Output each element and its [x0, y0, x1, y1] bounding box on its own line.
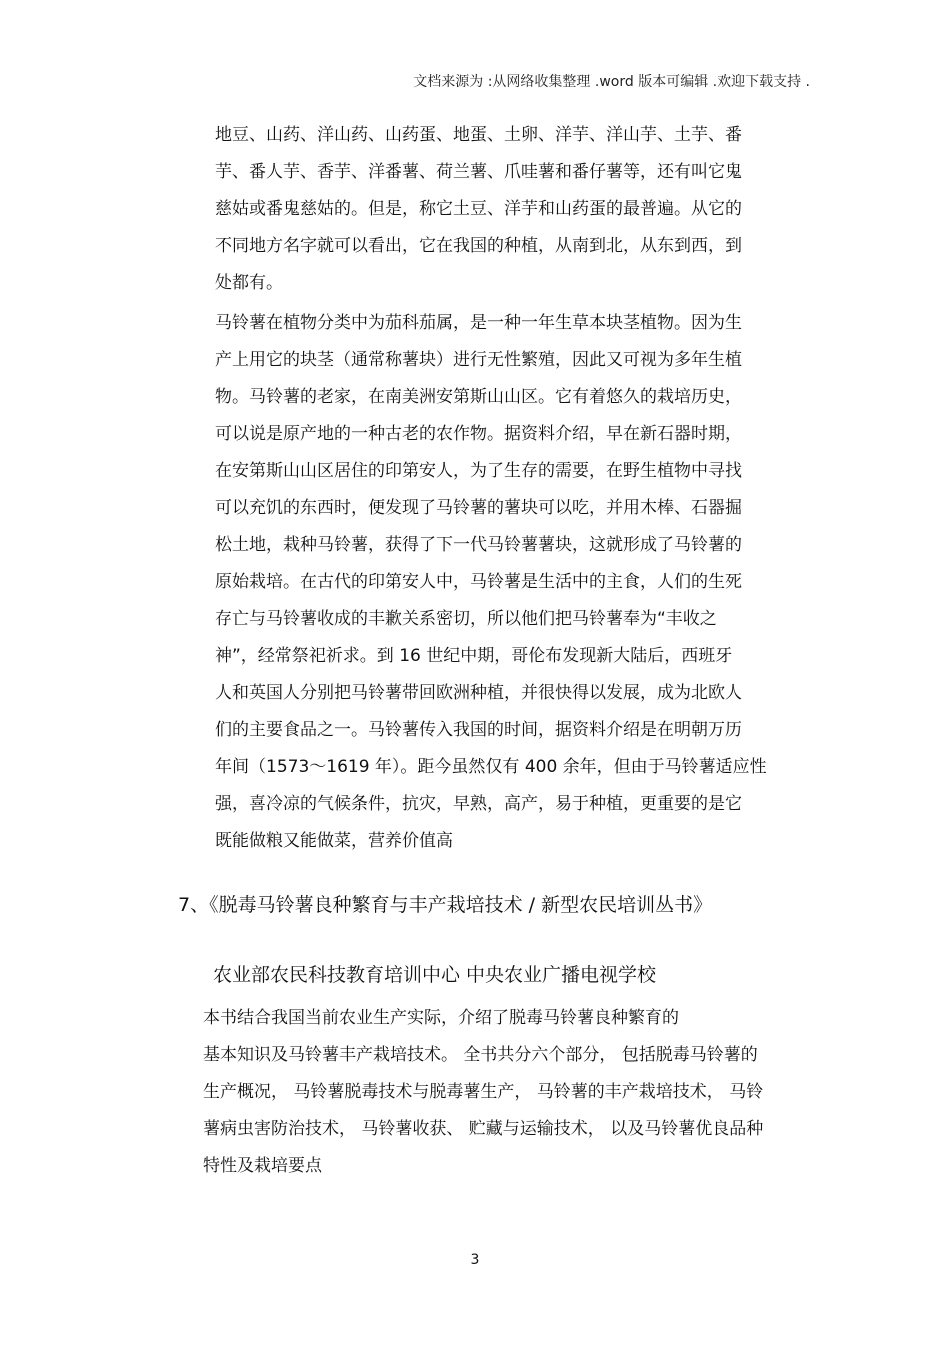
summary-line: 本书结合我国当前农业生产实际，介绍了脱毒马铃薯良种繁育的 [203, 1008, 679, 1028]
summary-line: 薯病虫害防治技术， 马铃薯收获、 贮藏与运输技术， 以及马铃薯优良品种 [203, 1119, 764, 1139]
para-history-line: 神”，经常祭祀祈求。到 16 世纪中期，哥伦布发现新大陆后，西班牙 [215, 646, 733, 666]
para-names-line: 不同地方名字就可以看出，它在我国的种植，从南到北，从东到西，到 [215, 236, 742, 256]
section-7-heading: 7、《脱毒马铃薯良种繁育与丰产栽培技术 / 新型农民培训丛书》 [178, 894, 713, 916]
para-history-line: 人和英国人分别把马铃薯带回欧洲种植，并很快得以发展，成为北欧人 [215, 683, 742, 703]
para-names-line: 慈姑或番鬼慈姑的。但是，称它土豆、洋芋和山药蛋的最普遍。从它的 [215, 199, 742, 219]
para-history-line: 年间（1573～1619 年）。距今虽然仅有 400 余年，但由于马铃薯适应性 [215, 757, 767, 777]
page-number: 3 [470, 1252, 480, 1268]
para-history-line: 可以说是原产地的一种古老的农作物。据资料介绍，早在新石器时期， [215, 424, 742, 444]
para-history-line: 马铃薯在植物分类中为茄科茄属，是一种一年生草本块茎植物。因为生 [215, 313, 742, 333]
para-names-line: 芋、番人芋、香芋、洋番薯、荷兰薯、爪哇薯和番仔薯等，还有叫它鬼 [215, 162, 742, 182]
para-history-line: 强，喜冷凉的气候条件，抗灾，早熟，高产，易于种植，更重要的是它 [215, 794, 742, 814]
para-history-line: 在安第斯山山区居住的印第安人，为了生存的需要，在野生植物中寻找 [215, 461, 742, 481]
para-history-line: 既能做粮又能做菜，营养价值高 [215, 831, 453, 851]
summary-line: 特性及栽培要点 [203, 1156, 322, 1176]
para-history-line: 物。马铃薯的老家，在南美洲安第斯山山区。它有着悠久的栽培历史， [215, 387, 742, 407]
para-history-line: 可以充饥的东西时，便发现了马铃薯的薯块可以吃，并用木棒、石器掘 [215, 498, 742, 518]
para-history-line: 们的主要食品之一。马铃薯传入我国的时间，据资料介绍是在明朝万历 [215, 720, 742, 740]
para-history-line: 存亡与马铃薯收成的丰歉关系密切，所以他们把马铃薯奉为“丰收之 [215, 609, 717, 629]
para-names-line: 处都有。 [215, 273, 283, 293]
para-history-line: 产上用它的块茎（通常称薯块）进行无性繁殖，因此又可视为多年生植 [215, 350, 742, 370]
para-names-line: 地豆、山药、洋山药、山药蛋、地蛋、土卵、洋芋、洋山芋、土芋、番 [215, 125, 742, 145]
summary-line: 生产概况， 马铃薯脱毒技术与脱毒薯生产， 马铃薯的丰产栽培技术， 马铃 [203, 1082, 764, 1102]
para-history-line: 松土地，栽种马铃薯，获得了下一代马铃薯薯块，这就形成了马铃薯的 [215, 535, 742, 555]
para-history-line: 原始栽培。在古代的印第安人中，马铃薯是生活中的主食，人们的生死 [215, 572, 742, 592]
summary-line: 基本知识及马铃薯丰产栽培技术。 全书共分六个部分， 包括脱毒马铃薯的 [203, 1045, 758, 1065]
header-source-note: 文档来源为 :从网络收集整理 .word 版本可编辑 .欢迎下载支持 . [413, 74, 810, 90]
section-7-authors: 农业部农民科技教育培训中心 中央农业广播电视学校 [213, 964, 657, 986]
